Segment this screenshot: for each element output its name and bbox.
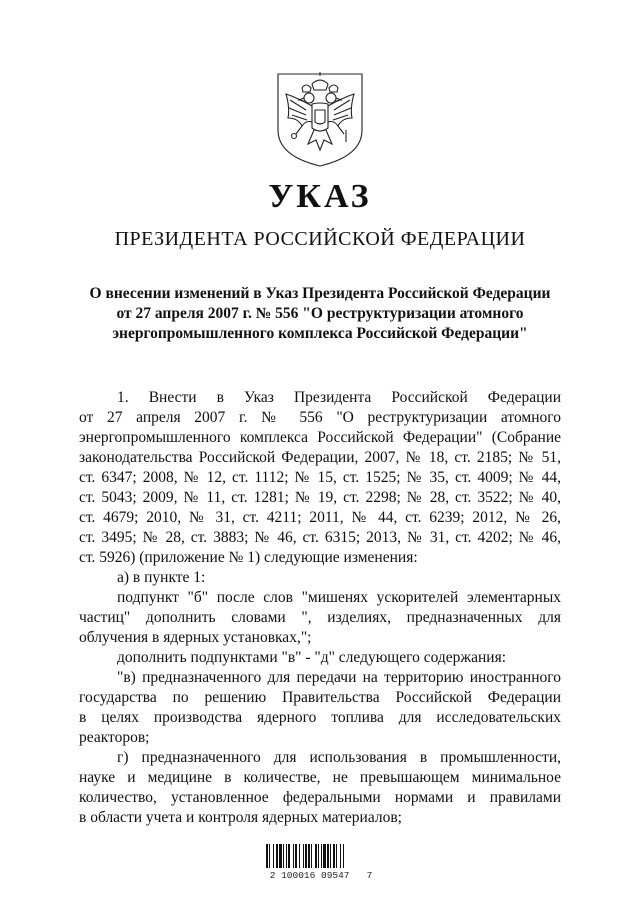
- body-line: ст. 6347; 2008, № 12, ст. 1112; № 15, ст. 1525; № 35, ст. 4009; № 44,: [79, 469, 561, 486]
- heading-line: энергопромышленного комплекса Российской Федерации": [112, 325, 528, 342]
- body-line: реакторов;: [79, 729, 150, 746]
- body-line: в области учета и контроля ядерных материалов;: [79, 809, 402, 826]
- body-line: законодательства Российской Федерации, 2007, № 18, ст. 2185; № 51,: [79, 449, 561, 466]
- body-line: "в) предназначенного для передачи на территорию иностранного: [117, 669, 561, 686]
- paragraph-6: [79, 748, 561, 828]
- body-line: ст. 5043; 2009, № 11, ст. 1281; № 19, ст. 2298; № 28, ст. 3522; № 40,: [79, 489, 561, 506]
- body-line: ст. 5926) (приложение № 1) следующие изменения:: [79, 549, 418, 566]
- paragraph-2: [79, 568, 561, 588]
- barcode-image: [262, 836, 380, 892]
- document-subtitle: ПРЕЗИДЕНТА РОССИЙСКОЙ ФЕДЕРАЦИИ: [114, 228, 526, 250]
- paragraph-3: [79, 588, 561, 648]
- body-line: дополнить подпунктами "в" - "д" следующего содержания:: [117, 649, 507, 666]
- body-line: от 27 апреля 2007 г. № 556 "О реструктуризации атомного: [79, 409, 561, 426]
- coat-of-arms-emblem: [272, 68, 368, 168]
- body-line: в целях производства ядерного топлива для исследовательских: [79, 709, 561, 726]
- body-line: подпункт "б" после слов "мишенях ускорителей элементарных: [117, 589, 561, 606]
- body-line: ст. 3495; № 28, ст. 3883; № 46, ст. 6315; 2013, № 31, ст. 4202; № 46,: [79, 529, 561, 546]
- paragraph-4: [79, 648, 561, 668]
- body-line: государства по решению Правительства Российской Федерации: [79, 689, 561, 706]
- body-line: ст. 4679; 2010, № 31, ст. 4211; 2011, № 44, ст. 6239; 2012, № 26,: [79, 509, 561, 526]
- body-line: облучения в ядерных установках,";: [79, 629, 312, 646]
- document-title: УКАЗ: [268, 178, 372, 215]
- decree-heading: [70, 284, 570, 344]
- decree-body: [79, 388, 561, 828]
- body-line: г) предназначенного для использования в промышленности,: [117, 749, 561, 766]
- body-line: количество, установленное федеральными нормами и правилами: [79, 789, 561, 806]
- body-line: а) в пункте 1:: [117, 569, 206, 586]
- heading-line: от 27 апреля 2007 г. № 556 "О реструктуризации атомного: [116, 305, 524, 322]
- body-line: частиц" дополнить словами ", изделиях, предназначенных для: [79, 609, 561, 626]
- paragraph-1: [79, 388, 561, 568]
- body-line: науке и медицине в количестве, не превышающем минимальное: [79, 769, 561, 786]
- barcode-number: 2 100016 09547 7: [269, 870, 373, 881]
- body-line: 1. Внести в Указ Президента Российской Федерации: [117, 389, 561, 406]
- heading-line: О внесении изменений в Указ Президента Российской Федерации: [89, 285, 551, 302]
- paragraph-5: [79, 668, 561, 748]
- body-line: энергопромышленного комплекса Российской Федерации" (Собрание: [79, 429, 561, 446]
